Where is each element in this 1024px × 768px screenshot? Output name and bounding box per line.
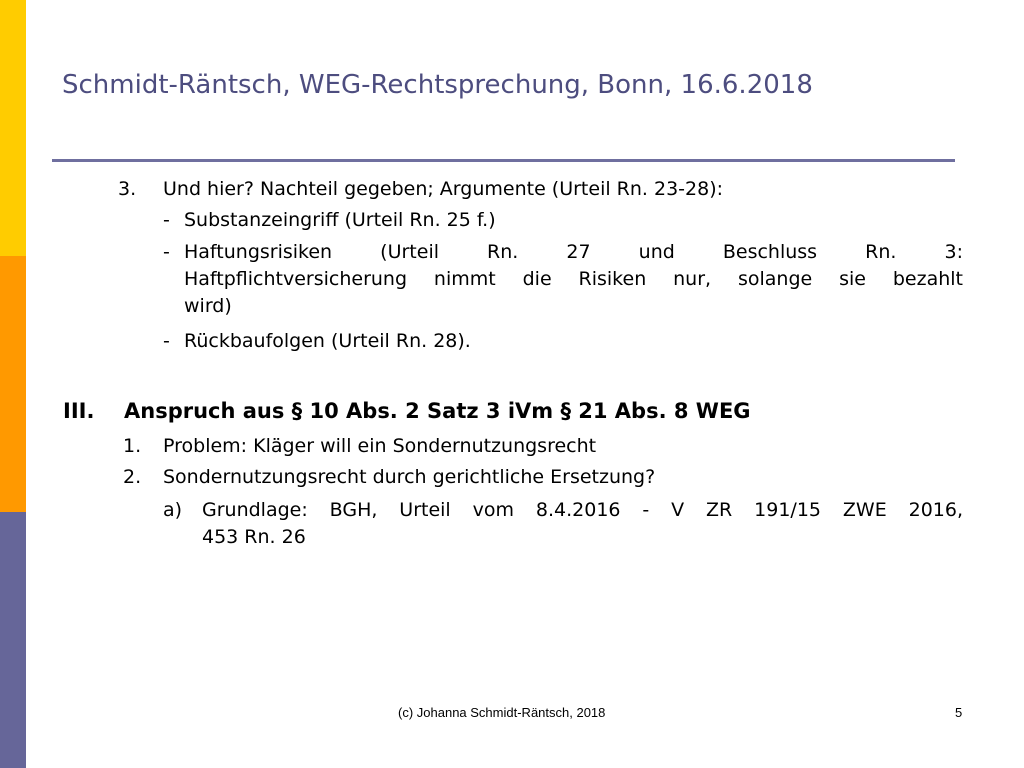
dash-marker: - (163, 330, 170, 352)
section-number: III. (63, 399, 95, 423)
bullet-text-line: wird) (184, 295, 232, 317)
list-item-text-line: Grundlage: BGH, Urteil vom 8.4.2016 - V ZR 191/15 ZWE 2016, (202, 499, 963, 521)
accent-bar-purple (0, 512, 26, 768)
bullet-text-line: Haftpflichtversicherung nimmt die Risiken nur, solange sie bezahlt (184, 268, 963, 290)
section-heading: Anspruch aus § 10 Abs. 2 Satz 3 iVm § 21 Abs. 8 WEG (124, 399, 751, 423)
list-item-text: Sondernutzungsrecht durch gerichtliche Ersetzung? (163, 466, 656, 488)
list-item-text: Und hier? Nachteil gegeben; Argumente (Urteil Rn. 23-28): (163, 178, 724, 200)
accent-bar-orange (0, 256, 26, 512)
page-number: 5 (955, 705, 963, 720)
list-item-text-line: 453 Rn. 26 (202, 526, 306, 548)
footer-copyright: (c) Johanna Schmidt-Räntsch, 2018 (398, 705, 606, 720)
list-item-text: Problem: Kläger will ein Sondernutzungsrecht (163, 435, 597, 457)
dash-marker: - (163, 241, 170, 263)
slide-title: Schmidt-Räntsch, WEG-Rechtsprechung, Bonn, 16.6.2018 (62, 70, 813, 100)
list-number: 3. (118, 178, 137, 200)
accent-bar-yellow (0, 0, 26, 256)
title-divider (52, 159, 955, 162)
list-number: 2. (123, 466, 142, 488)
bullet-text: Substanzeingriff (Urteil Rn. 25 f.) (184, 209, 496, 231)
list-number: 1. (123, 435, 142, 457)
list-letter: a) (163, 499, 183, 521)
dash-marker: - (163, 209, 170, 231)
bullet-text: Rückbaufolgen (Urteil Rn. 28). (184, 330, 471, 352)
bullet-text-line: Haftungsrisiken (Urteil Rn. 27 und Beschluss Rn. 3: (184, 241, 963, 263)
